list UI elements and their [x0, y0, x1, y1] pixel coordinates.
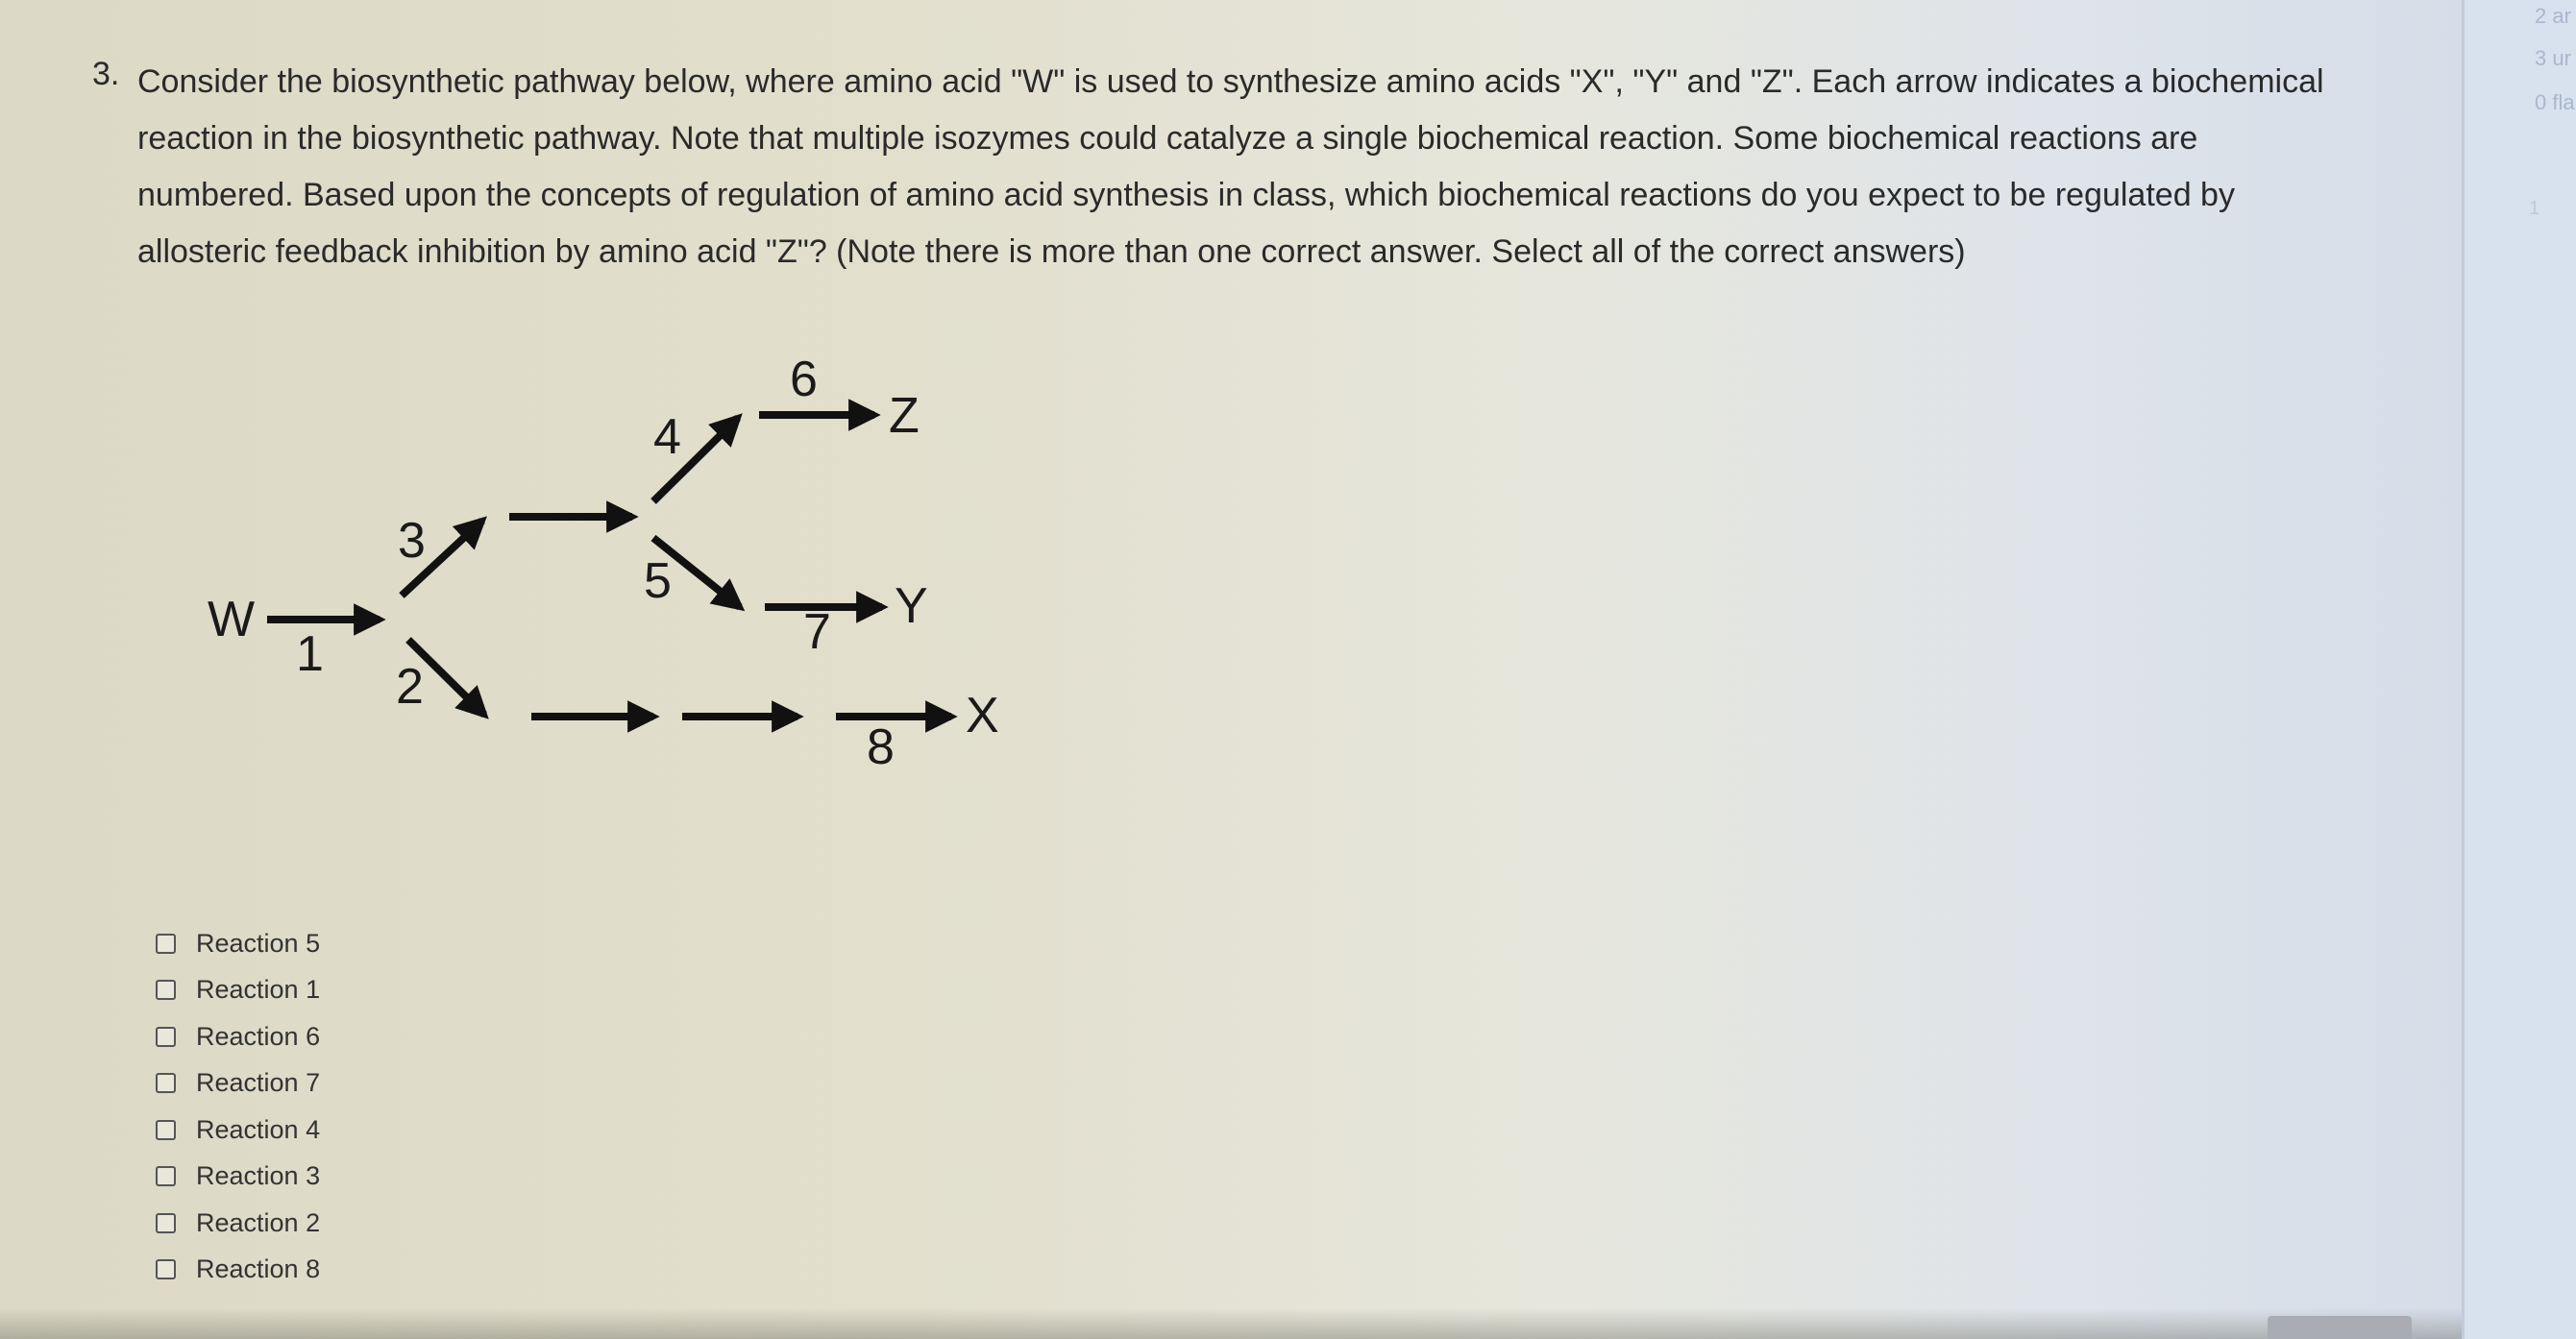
reaction-8-label: 8 — [867, 719, 895, 775]
option-reaction-8[interactable] — [156, 1247, 320, 1294]
option-label: Reaction 1 — [196, 975, 321, 1005]
question-text: Consider the biosynthetic pathway below, where amino acid "W" is used to synthesize amino acids "X", "Y" and "Z". Each arrow indicates a biochemical reaction in the biosynthetic pathway. Note that multiple isozymes could catalyze a single biochemical reaction. Some biochemical reactions are numbered. Based upon the concepts of regulation of amino acid synthesis in class, which biochemical reactions do you expect to be regulated by allosteric feedback inhibition by amino acid "Z"? (Note there is more than one correct answer. Select all of the correct answers) — [137, 63, 2324, 270]
reaction-5-label: 5 — [644, 553, 672, 609]
compound-y-label: Y — [895, 578, 928, 634]
option-reaction-6[interactable] — [156, 1013, 320, 1060]
checkbox[interactable] — [156, 1073, 176, 1093]
checkbox[interactable] — [156, 1213, 176, 1233]
unanswered-count: 3 ur — [2535, 46, 2571, 70]
option-reaction-2[interactable] — [156, 1200, 320, 1247]
option-reaction-5[interactable] — [156, 920, 320, 967]
reaction-3-label: 3 — [398, 513, 426, 569]
answer-options — [156, 920, 320, 1293]
reaction-1-label: 1 — [296, 626, 324, 682]
checkbox[interactable] — [156, 1166, 176, 1186]
checkbox[interactable] — [156, 980, 176, 1000]
option-reaction-7[interactable] — [156, 1060, 320, 1108]
checkbox[interactable] — [156, 1259, 176, 1279]
reaction-2-label: 2 — [396, 659, 424, 715]
reaction-4-label: 4 — [653, 409, 681, 465]
option-label: Reaction 5 — [196, 928, 321, 958]
pathway-diagram — [183, 336, 1047, 788]
compound-x-label: X — [966, 688, 999, 743]
option-label: Reaction 3 — [196, 1161, 321, 1191]
question-nav-number[interactable]: 1 — [2529, 198, 2540, 219]
option-label: Reaction 8 — [196, 1254, 321, 1284]
option-reaction-3[interactable] — [156, 1154, 320, 1201]
question-number: 3. — [92, 56, 120, 92]
checkbox[interactable] — [156, 1120, 176, 1140]
reaction-7-label: 7 — [803, 604, 831, 660]
option-reaction-4[interactable] — [156, 1107, 320, 1154]
option-reaction-1[interactable] — [156, 967, 320, 1014]
compound-z-label: Z — [889, 388, 920, 444]
option-label: Reaction 7 — [196, 1068, 321, 1098]
bottom-edge-shadow — [0, 1308, 2462, 1339]
bottom-tab — [2268, 1316, 2412, 1339]
reaction-6-label: 6 — [790, 352, 818, 407]
option-label: Reaction 6 — [196, 1021, 321, 1051]
checkbox[interactable] — [156, 1027, 176, 1047]
answered-count: 2 ar — [2535, 4, 2571, 28]
option-label: Reaction 4 — [196, 1114, 321, 1144]
checkbox[interactable] — [156, 934, 176, 954]
side-panel — [2462, 0, 2576, 1339]
option-label: Reaction 2 — [196, 1207, 321, 1237]
flagged-count: 0 fla — [2535, 90, 2575, 114]
compound-w-label: W — [208, 592, 256, 647]
